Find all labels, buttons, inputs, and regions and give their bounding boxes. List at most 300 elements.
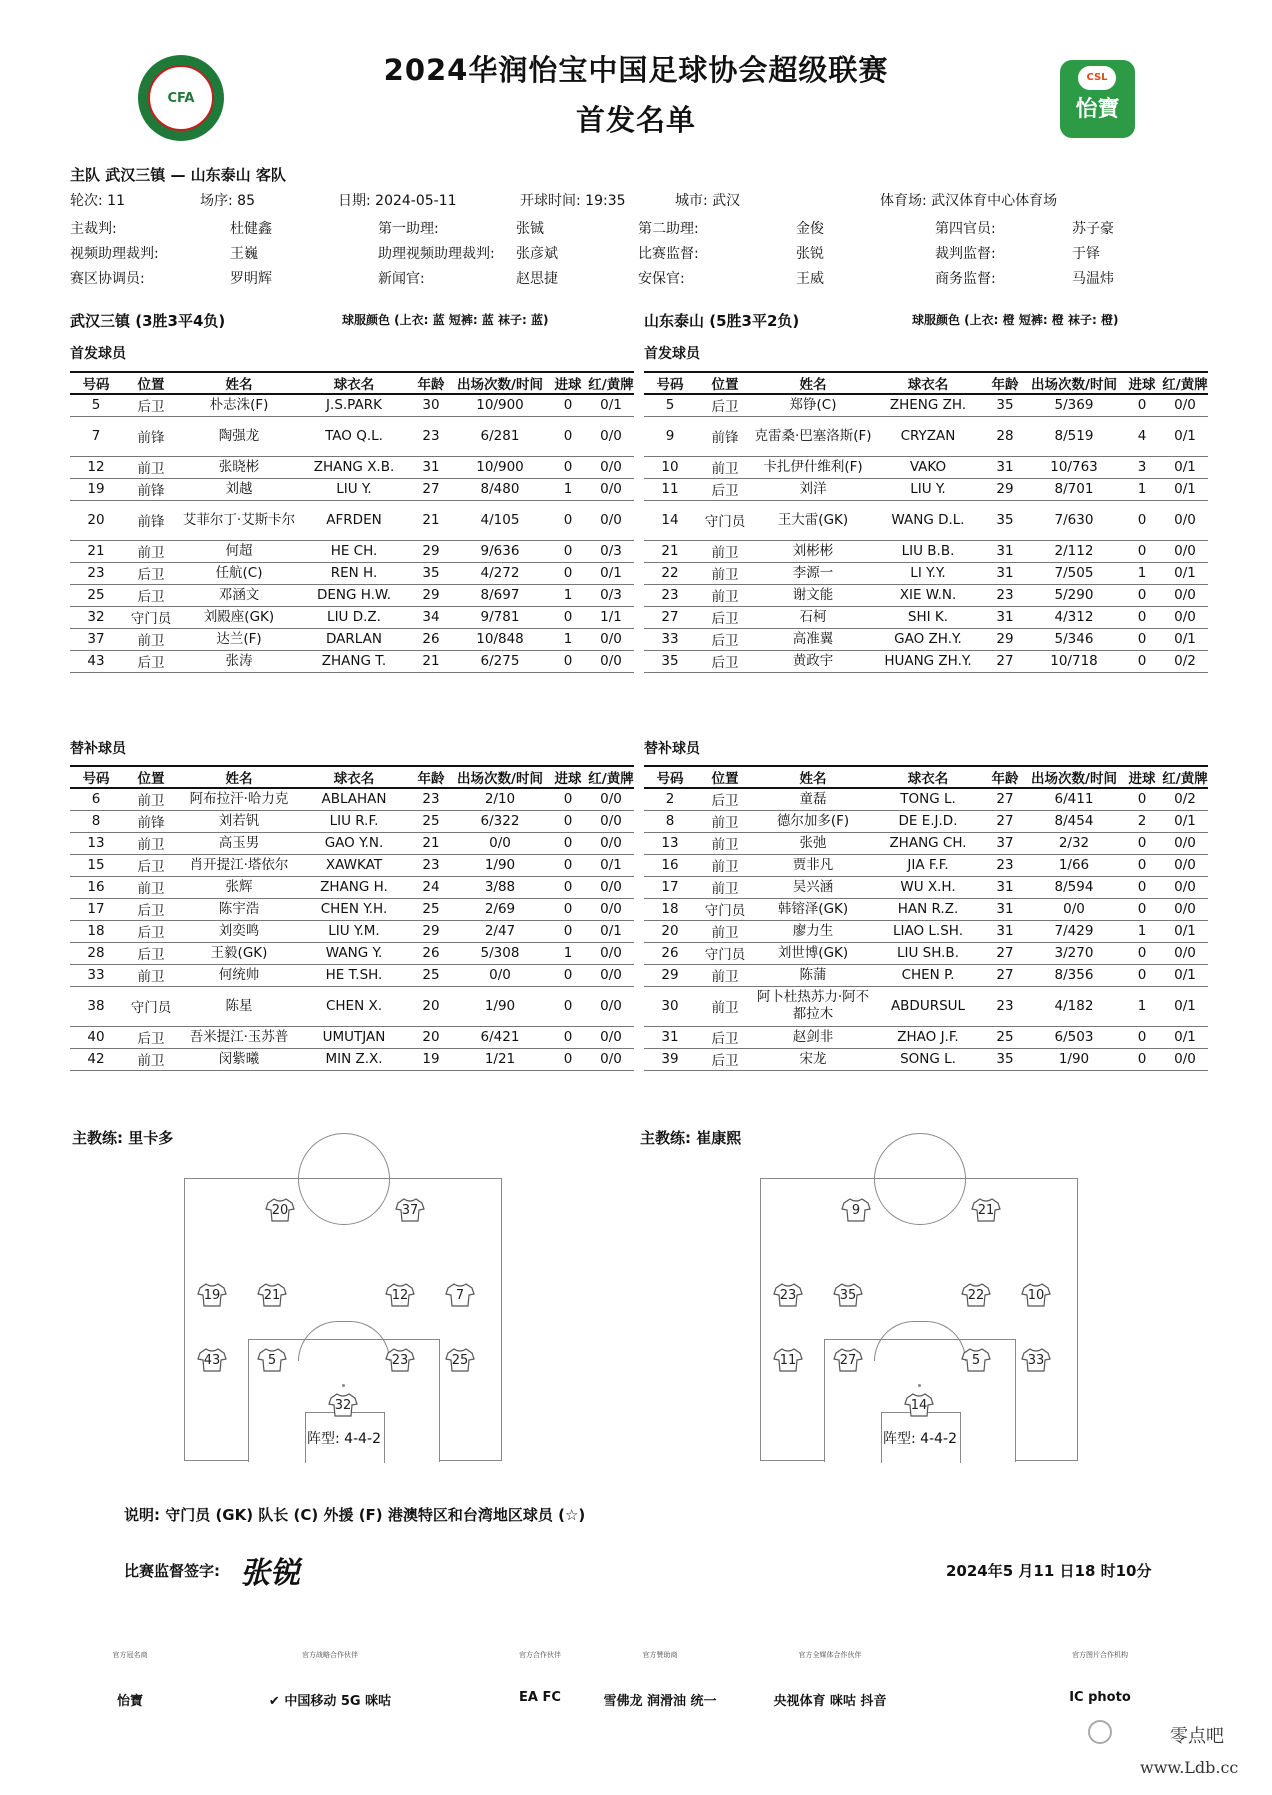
cell-cards: 0/0 — [1162, 500, 1208, 540]
cell-cards: 0/0 — [588, 964, 634, 986]
round: 轮次: 11 — [70, 193, 125, 209]
cell-shirt-name: REN H. — [298, 562, 410, 584]
cell-goals: 2 — [1122, 810, 1162, 832]
cell-number: 13 — [70, 832, 122, 854]
cell-appearances: 7/630 — [1026, 500, 1122, 540]
cell-cards: 0/0 — [588, 832, 634, 854]
player-row — [644, 788, 1208, 810]
cell-name: 高玉男 — [180, 832, 298, 854]
player-row — [70, 832, 634, 854]
cell-name: 何统帅 — [180, 964, 298, 986]
official-name: 马温炜 — [1072, 271, 1114, 287]
cell-goals: 0 — [1122, 788, 1162, 810]
away-starters-label: 首发球员 — [644, 346, 700, 362]
cell-goals: 0 — [548, 416, 588, 456]
home-formation-pitch — [184, 1178, 502, 1461]
jersey-number: 23 — [779, 1288, 797, 1303]
cell-appearances: 6/322 — [452, 810, 548, 832]
cell-goals: 0 — [1122, 832, 1162, 854]
center-circle — [298, 1133, 390, 1225]
player-row — [70, 898, 634, 920]
cell-name: 刘世博(GK) — [754, 942, 872, 964]
cell-cards: 0/0 — [588, 456, 634, 478]
cell-age: 35 — [984, 394, 1026, 416]
cell-cards: 0/0 — [588, 876, 634, 898]
cell-number: 18 — [70, 920, 122, 942]
player-row — [70, 810, 634, 832]
jersey-number: 5 — [971, 1353, 981, 1368]
cell-shirt-name: SONG L. — [872, 1048, 984, 1070]
jersey-number: 11 — [779, 1353, 797, 1368]
column-header: 号码 — [644, 372, 696, 394]
player-row — [644, 920, 1208, 942]
cell-appearances: 9/636 — [452, 540, 548, 562]
cell-goals: 0 — [1122, 854, 1162, 876]
cell-name: 达兰(F) — [180, 628, 298, 650]
jersey-icon — [197, 1347, 227, 1373]
away-formation-pitch — [760, 1178, 1078, 1461]
home-kit-colors: 球服颜色 (上衣: 蓝 短裤: 蓝 袜子: 蓝) — [342, 313, 549, 327]
jersey-number: 21 — [263, 1288, 281, 1303]
cell-position: 前卫 — [696, 920, 754, 942]
cell-appearances: 6/411 — [1026, 788, 1122, 810]
cell-cards: 0/0 — [588, 810, 634, 832]
column-header: 进球 — [548, 766, 588, 788]
cell-name: 邓涵文 — [180, 584, 298, 606]
cell-goals: 3 — [1122, 456, 1162, 478]
column-header: 球衣名 — [298, 372, 410, 394]
cell-number: 15 — [70, 854, 122, 876]
cell-cards: 0/3 — [588, 540, 634, 562]
cell-shirt-name: XIE W.N. — [872, 584, 984, 606]
cell-name: 宋龙 — [754, 1048, 872, 1070]
sponsor-logo: 怡寶 — [116, 1694, 143, 1709]
cell-cards: 0/0 — [588, 898, 634, 920]
cell-name: 德尔加多(F) — [754, 810, 872, 832]
watermark-name: 零点吧 — [1170, 1726, 1224, 1747]
cell-shirt-name: LIU D.Z. — [298, 606, 410, 628]
cell-number: 37 — [70, 628, 122, 650]
penalty-arc — [298, 1321, 390, 1361]
home-starters-label: 首发球员 — [70, 346, 126, 362]
cell-position: 前卫 — [696, 986, 754, 1026]
player-row — [644, 500, 1208, 540]
cell-name: 吾米提江·玉苏普 — [180, 1026, 298, 1048]
cell-age: 25 — [984, 1026, 1026, 1048]
sponsor-logo: EA FC — [519, 1690, 561, 1705]
column-header: 姓名 — [180, 766, 298, 788]
cell-goals: 0 — [548, 1048, 588, 1070]
jersey-number: 21 — [977, 1203, 995, 1218]
cell-cards: 0/2 — [1162, 650, 1208, 672]
cell-cards: 1/1 — [588, 606, 634, 628]
cell-goals: 0 — [1122, 1026, 1162, 1048]
cell-position: 后卫 — [122, 562, 180, 584]
column-header: 姓名 — [180, 372, 298, 394]
player-row — [644, 478, 1208, 500]
jersey-number: 9 — [851, 1203, 861, 1218]
cell-cards: 0/1 — [1162, 456, 1208, 478]
cell-appearances: 6/281 — [452, 416, 548, 456]
jersey-number: 22 — [967, 1288, 985, 1303]
cell-age: 19 — [410, 1048, 452, 1070]
cell-number: 14 — [644, 500, 696, 540]
cell-appearances: 1/90 — [452, 854, 548, 876]
cell-name: 刘殿座(GK) — [180, 606, 298, 628]
official-role: 主裁判: — [70, 221, 117, 237]
cell-age: 25 — [410, 964, 452, 986]
cell-name: 闵紫曦 — [180, 1048, 298, 1070]
jersey-icon — [445, 1347, 475, 1373]
cell-shirt-name: ZHENG ZH. — [872, 394, 984, 416]
official-role: 安保官: — [638, 271, 685, 287]
jersey-number: 37 — [401, 1203, 419, 1218]
cell-goals: 1 — [548, 478, 588, 500]
column-header: 姓名 — [754, 766, 872, 788]
cell-name: 刘越 — [180, 478, 298, 500]
csl-logo-top: CSL — [1078, 66, 1116, 90]
player-row — [644, 394, 1208, 416]
cell-appearances: 8/356 — [1026, 964, 1122, 986]
cell-appearances: 10/848 — [452, 628, 548, 650]
cell-position: 守门员 — [696, 898, 754, 920]
cell-cards: 0/1 — [1162, 478, 1208, 500]
jersey-icon — [265, 1197, 295, 1223]
cell-goals: 1 — [548, 584, 588, 606]
cell-shirt-name: AFRDEN — [298, 500, 410, 540]
jersey-icon — [385, 1282, 415, 1308]
cell-shirt-name: LIAO L.SH. — [872, 920, 984, 942]
penalty-spot — [342, 1384, 345, 1387]
cell-number: 42 — [70, 1048, 122, 1070]
cell-age: 31 — [984, 606, 1026, 628]
cell-name: 贾非凡 — [754, 854, 872, 876]
cell-number: 5 — [644, 394, 696, 416]
cell-appearances: 2/69 — [452, 898, 548, 920]
cell-appearances: 5/308 — [452, 942, 548, 964]
cell-position: 后卫 — [696, 1048, 754, 1070]
away-coach: 主教练: 崔康熙 — [640, 1129, 742, 1147]
cell-position: 守门员 — [122, 986, 180, 1026]
column-header: 号码 — [70, 766, 122, 788]
cell-cards: 0/1 — [1162, 416, 1208, 456]
player-row — [70, 456, 634, 478]
cell-cards: 0/1 — [1162, 986, 1208, 1026]
document-title: 2024华润怡宝中国足球协会超级联赛 — [383, 53, 889, 87]
cell-name: 克雷桑·巴塞洛斯(F) — [754, 416, 872, 456]
signature-label: 比赛监督签字: — [124, 1562, 220, 1580]
cell-position: 后卫 — [696, 1026, 754, 1048]
cell-appearances: 4/105 — [452, 500, 548, 540]
cell-name: 刘奕鸣 — [180, 920, 298, 942]
player-row — [70, 478, 634, 500]
cell-goals: 1 — [1122, 920, 1162, 942]
cell-goals: 0 — [548, 854, 588, 876]
column-header: 球衣名 — [872, 766, 984, 788]
jersey-number: 33 — [1027, 1353, 1045, 1368]
cell-age: 31 — [984, 540, 1026, 562]
jersey-icon — [841, 1197, 871, 1223]
cell-appearances: 6/503 — [1026, 1026, 1122, 1048]
cell-position: 后卫 — [122, 854, 180, 876]
cell-name: 艾菲尔丁·艾斯卡尔 — [180, 500, 298, 540]
cell-age: 35 — [984, 1048, 1026, 1070]
cell-number: 8 — [644, 810, 696, 832]
player-row — [70, 1026, 634, 1048]
cell-name: 卡扎伊什维利(F) — [754, 456, 872, 478]
jersey-number: 20 — [271, 1203, 289, 1218]
player-row — [70, 606, 634, 628]
cell-name: 阿卜杜热苏力·阿不都拉木 — [754, 986, 872, 1026]
cell-number: 20 — [644, 920, 696, 942]
cell-number: 32 — [70, 606, 122, 628]
jersey-icon — [328, 1392, 358, 1418]
cell-goals: 0 — [1122, 606, 1162, 628]
player-row — [644, 416, 1208, 456]
cell-position: 守门员 — [122, 606, 180, 628]
cell-number: 40 — [70, 1026, 122, 1048]
cell-number: 16 — [644, 854, 696, 876]
cell-age: 20 — [410, 986, 452, 1026]
cell-number: 27 — [644, 606, 696, 628]
cell-number: 18 — [644, 898, 696, 920]
cell-goals: 0 — [548, 500, 588, 540]
cell-number: 16 — [70, 876, 122, 898]
cell-goals: 0 — [548, 964, 588, 986]
cell-goals: 0 — [1122, 584, 1162, 606]
cell-shirt-name: DE E.J.D. — [872, 810, 984, 832]
column-header: 出场次数/时间 — [452, 766, 548, 788]
column-header: 号码 — [644, 766, 696, 788]
cell-goals: 0 — [548, 1026, 588, 1048]
cell-goals: 1 — [548, 942, 588, 964]
player-row — [644, 898, 1208, 920]
cell-name: 王毅(GK) — [180, 942, 298, 964]
player-row — [644, 562, 1208, 584]
jersey-icon — [445, 1282, 475, 1308]
sponsor-category: 官方战略合作伙伴 — [302, 1651, 358, 1659]
official-role: 新闻官: — [378, 271, 425, 287]
cell-cards: 0/0 — [588, 986, 634, 1026]
cell-appearances: 5/369 — [1026, 394, 1122, 416]
cell-goals: 0 — [548, 788, 588, 810]
cell-position: 前卫 — [696, 964, 754, 986]
column-header: 球衣名 — [298, 766, 410, 788]
cell-goals: 0 — [548, 606, 588, 628]
cell-position: 前卫 — [696, 456, 754, 478]
cell-number: 39 — [644, 1048, 696, 1070]
cell-number: 28 — [70, 942, 122, 964]
cell-cards: 0/0 — [1162, 898, 1208, 920]
cell-goals: 0 — [548, 986, 588, 1026]
player-row — [70, 650, 634, 672]
cell-name: 张涛 — [180, 650, 298, 672]
cell-number: 25 — [70, 584, 122, 606]
cell-age: 23 — [984, 986, 1026, 1026]
official-name: 赵思捷 — [516, 271, 558, 287]
jersey-icon — [257, 1347, 287, 1373]
cell-name: 韩镕泽(GK) — [754, 898, 872, 920]
cell-age: 30 — [410, 394, 452, 416]
cell-shirt-name: LIU Y. — [298, 478, 410, 500]
away-subs-label: 替补球员 — [644, 741, 700, 757]
cell-number: 29 — [644, 964, 696, 986]
cell-cards: 0/3 — [588, 584, 634, 606]
csl-logo-text: 怡寶 — [1075, 97, 1120, 122]
cell-shirt-name: ZHANG CH. — [872, 832, 984, 854]
cell-cards: 0/1 — [1162, 964, 1208, 986]
cell-goals: 0 — [1122, 650, 1162, 672]
cell-appearances: 4/182 — [1026, 986, 1122, 1026]
cell-goals: 0 — [548, 650, 588, 672]
cell-name: 黄政宇 — [754, 650, 872, 672]
cell-appearances: 1/90 — [452, 986, 548, 1026]
cell-name: 李源一 — [754, 562, 872, 584]
cell-position: 前卫 — [122, 876, 180, 898]
cell-number: 6 — [70, 788, 122, 810]
cell-age: 27 — [984, 942, 1026, 964]
cell-shirt-name: LIU Y. — [872, 478, 984, 500]
cell-cards: 0/0 — [588, 628, 634, 650]
cell-name: 谢文能 — [754, 584, 872, 606]
player-row — [644, 832, 1208, 854]
cell-age: 31 — [984, 562, 1026, 584]
cell-appearances: 0/0 — [452, 832, 548, 854]
official-role: 助理视频助理裁判: — [378, 246, 495, 262]
cell-appearances: 6/275 — [452, 650, 548, 672]
cell-name: 阿布拉汗·哈力克 — [180, 788, 298, 810]
cell-name: 廖力生 — [754, 920, 872, 942]
penalty-arc — [874, 1321, 966, 1361]
cell-goals: 1 — [1122, 986, 1162, 1026]
cell-appearances: 1/66 — [1026, 854, 1122, 876]
cell-number: 26 — [644, 942, 696, 964]
cell-name: 任航(C) — [180, 562, 298, 584]
csl-logo — [1060, 60, 1135, 138]
sponsor-category: 官方全媒体合作伙伴 — [798, 1651, 862, 1659]
cell-cards: 0/0 — [588, 650, 634, 672]
cell-goals: 0 — [548, 456, 588, 478]
cell-age: 27 — [984, 964, 1026, 986]
cell-name: 何超 — [180, 540, 298, 562]
cell-appearances: 3/88 — [452, 876, 548, 898]
column-header: 出场次数/时间 — [1026, 372, 1122, 394]
penalty-spot — [918, 1384, 921, 1387]
cell-position: 前卫 — [696, 584, 754, 606]
column-header: 红/黄牌 — [588, 766, 634, 788]
cell-goals: 4 — [1122, 416, 1162, 456]
home-subs-table — [70, 765, 634, 1071]
cell-age: 27 — [984, 650, 1026, 672]
cell-shirt-name: LIU B.B. — [872, 540, 984, 562]
cell-age: 21 — [410, 832, 452, 854]
away-formation: 阵型: 4-4-2 — [883, 1431, 957, 1447]
sponsor-category: 官方赞助商 — [642, 1651, 678, 1659]
cell-position: 后卫 — [696, 650, 754, 672]
cell-position: 后卫 — [122, 920, 180, 942]
cell-age: 29 — [984, 478, 1026, 500]
cell-age: 25 — [410, 898, 452, 920]
jersey-icon — [385, 1347, 415, 1373]
official-role: 赛区协调员: — [70, 271, 145, 287]
cell-number: 43 — [70, 650, 122, 672]
cell-number: 11 — [644, 478, 696, 500]
official-role: 第四官员: — [935, 221, 996, 237]
player-row — [644, 942, 1208, 964]
cell-cards: 0/0 — [1162, 584, 1208, 606]
cell-appearances: 8/701 — [1026, 478, 1122, 500]
player-row — [644, 584, 1208, 606]
jersey-icon — [1021, 1282, 1051, 1308]
official-name: 苏子豪 — [1072, 221, 1114, 237]
player-row — [70, 1048, 634, 1070]
jersey-icon — [773, 1282, 803, 1308]
cell-number: 17 — [70, 898, 122, 920]
official-name: 王威 — [796, 271, 824, 287]
city: 城市: 武汉 — [675, 193, 741, 209]
cell-name: 陶强龙 — [180, 416, 298, 456]
cell-shirt-name: LIU Y.M. — [298, 920, 410, 942]
cell-shirt-name: WANG Y. — [298, 942, 410, 964]
cell-goals: 0 — [1122, 942, 1162, 964]
cell-name: 张晓彬 — [180, 456, 298, 478]
official-name: 张锐 — [796, 246, 824, 262]
cell-cards: 0/1 — [1162, 628, 1208, 650]
player-row — [644, 986, 1208, 1026]
jersey-icon — [395, 1197, 425, 1223]
official-name: 张彦斌 — [516, 246, 558, 262]
cell-age: 31 — [410, 456, 452, 478]
column-header: 位置 — [696, 372, 754, 394]
cell-position: 后卫 — [122, 650, 180, 672]
sponsor-logo: ✔ 中国移动 5G 咪咕 — [268, 1694, 392, 1709]
jersey-icon — [197, 1282, 227, 1308]
cell-position: 后卫 — [696, 478, 754, 500]
home-subs-label: 替补球员 — [70, 741, 126, 757]
jersey-number: 27 — [839, 1353, 857, 1368]
cell-position: 前卫 — [696, 854, 754, 876]
cell-cards: 0/0 — [1162, 1048, 1208, 1070]
cell-position: 前锋 — [122, 478, 180, 500]
home-team-name: 武汉三镇 (3胜3平4负) — [70, 312, 226, 330]
cell-appearances: 2/32 — [1026, 832, 1122, 854]
cell-name: 石柯 — [754, 606, 872, 628]
cell-cards: 0/1 — [588, 562, 634, 584]
cell-goals: 0 — [548, 876, 588, 898]
cell-shirt-name: SHI K. — [872, 606, 984, 628]
player-row — [70, 920, 634, 942]
match-date: 日期: 2024-05-11 — [338, 193, 457, 209]
legend-note: 说明: 守门员 (GK) 队长 (C) 外援 (F) 港澳特区和台湾地区球员 (☆) — [124, 1506, 586, 1524]
column-header: 年龄 — [984, 372, 1026, 394]
cell-cards: 0/0 — [588, 942, 634, 964]
player-row — [644, 606, 1208, 628]
cell-number: 9 — [644, 416, 696, 456]
cell-age: 23 — [410, 416, 452, 456]
cell-goals: 0 — [1122, 964, 1162, 986]
signature: 张锐 — [240, 1556, 300, 1591]
cfa-logo-text: CFA — [148, 65, 214, 131]
official-role: 商务监督: — [935, 271, 996, 287]
away-kit-colors: 球服颜色 (上衣: 橙 短裤: 橙 袜子: 橙) — [912, 313, 1119, 327]
cell-goals: 0 — [1122, 1048, 1162, 1070]
cell-position: 前卫 — [122, 456, 180, 478]
cell-name: 陈蒲 — [754, 964, 872, 986]
jersey-number: 7 — [455, 1288, 465, 1303]
document-subtitle: 首发名单 — [575, 103, 696, 137]
cell-shirt-name: J.S.PARK — [298, 394, 410, 416]
column-header: 红/黄牌 — [1162, 372, 1208, 394]
